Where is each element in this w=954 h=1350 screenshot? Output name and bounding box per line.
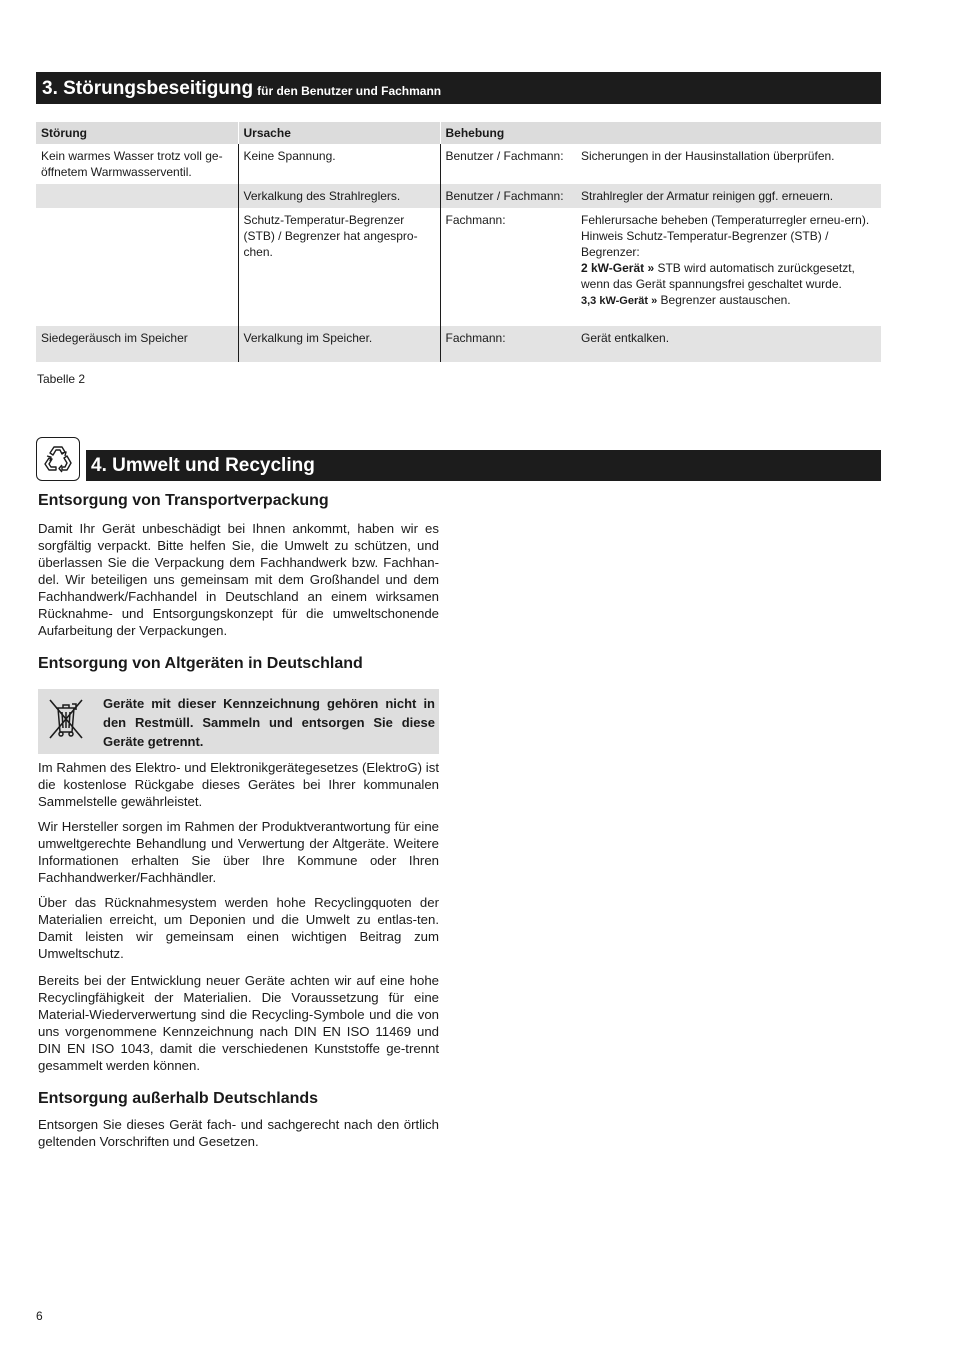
table-header-row bbox=[36, 122, 881, 144]
paragraph-produktverantwortung: Wir Hersteller sorgen im Rahmen der Produktverantwortung für eine umweltgerechte Behandlung und Verwertung der Altgeräte. Weitere Informationen erhalten Sie über Ihre Kommune oder Ihren Fachhandwerker/Fachhändler. bbox=[38, 819, 439, 885]
header-stoerung: Störung bbox=[36, 122, 238, 144]
paragraph-recyclingfaehigkeit: Bereits bei der Entwicklung neuer Geräte achten wir auf eine hohe Recyclingfähigkeit der Materialien. Die Voraussetzung für eine Material-Wiederverwertung sind die Recycling-Symbole und die von uns vorgenommene Kennzeichnung nach DIN EN ISO 11469 und DIN EN ISO 1043, damit die verschiedenen Kunststoffe ge-trennt gesammelt werden können. bbox=[38, 973, 439, 1073]
table-row bbox=[36, 326, 881, 362]
heading-ausland: Entsorgung außerhalb Deutschlands bbox=[38, 1090, 319, 1107]
table-row bbox=[36, 144, 881, 184]
cell-stoerung: Siedegeräusch im Speicher bbox=[36, 326, 238, 362]
paragraph-ruecknahmesystem: Über das Rücknahmesystem werden hohe Recyclingquoten der Materialien erreicht, um Deponien und die Umwelt zu entlas-ten. Damit leisten wir gemeinsam einen wichtigen Beitrag zum Umweltschutz. bbox=[38, 895, 439, 961]
cell-ursache: Keine Spannung. bbox=[238, 144, 440, 184]
behebung-line-2: Hinweis Schutz-Temperatur-Begrenzer (STB) / Begrenzer: bbox=[581, 229, 829, 259]
behebung-2kw-text: STB wird automatisch zurückgesetzt, wenn das Gerät spannungsfrei geschaltet wurde. bbox=[581, 261, 855, 291]
paragraph-transport: Damit Ihr Gerät unbeschädigt bei Ihnen ankommt, haben wir es sorgfältig verpackt. Bitte helfen Sie, die Umwelt zu schützen, und überlassen Sie die Verpackung dem Fachhandwerk bzw. Fachhan-del. Wir beteiligen uns gemeinsam mit dem Großhandel und dem Fachhandwerk/Fachhandel in Deutschland an einem wirksamen Rücknahme- und Entsorgungskonzept für die umweltschonende Aufarbeitung der Verpackungen. bbox=[38, 521, 439, 638]
paragraph-ausland: Entsorgen Sie dieses Gerät fach- und sachgerecht nach den örtlich geltenden Vorschriften und Gesetzen. bbox=[38, 1117, 439, 1149]
section-3-title: 3. Störungsbeseitigung bbox=[42, 78, 254, 99]
cell-wer: Fachmann: bbox=[440, 326, 576, 362]
cell-ursache: Verkalkung des Strahlreglers. bbox=[238, 184, 440, 208]
disposal-notice-text: Geräte mit dieser Kennzeichnung gehören nicht in den Restmüll. Sammeln und entsorgen Sie diese Geräte getrennt. bbox=[103, 696, 435, 749]
header-ursache: Ursache bbox=[238, 122, 440, 144]
table-caption: Tabelle 2 bbox=[37, 372, 86, 386]
troubleshooting-table bbox=[36, 122, 881, 362]
header-behebung: Behebung bbox=[440, 122, 881, 144]
recycle-icon bbox=[36, 437, 80, 481]
heading-altgeraete: Entsorgung von Altgeräten in Deutschland bbox=[38, 655, 363, 672]
cell-behebung: Gerät entkalken. bbox=[576, 326, 881, 362]
cell-wer: Benutzer / Fachmann: bbox=[440, 184, 576, 208]
cell-stoerung bbox=[36, 208, 238, 326]
heading-transport: Entsorgung von Transportverpackung bbox=[38, 492, 329, 509]
cell-behebung bbox=[576, 208, 881, 326]
section-3-header bbox=[36, 72, 881, 104]
cell-ursache: Schutz-Temperatur-Begrenzer (STB) / Begrenzer hat angespro-chen. bbox=[238, 208, 440, 326]
cell-wer: Fachmann: bbox=[445, 213, 506, 227]
cell-wer: Benutzer / Fachmann: bbox=[445, 149, 564, 163]
crossed-out-bin-icon bbox=[44, 694, 88, 747]
cell-stoerung bbox=[36, 184, 238, 208]
page-number: 6 bbox=[36, 1309, 43, 1323]
table-row bbox=[36, 184, 881, 208]
cell-ursache: Verkalkung im Speicher. bbox=[238, 326, 440, 362]
behebung-33kw bbox=[581, 292, 876, 309]
behebung-33kw-text: Begrenzer austauschen. bbox=[660, 293, 791, 307]
disposal-notice bbox=[38, 689, 439, 754]
behebung-line-1: Fehlerursache beheben (Temperaturregler erneu-ern). bbox=[581, 213, 870, 227]
cell-stoerung: Kein warmes Wasser trotz voll ge-öffnetem Warmwasserventil. bbox=[36, 144, 238, 184]
table-row bbox=[36, 208, 881, 326]
paragraph-elektrog: Im Rahmen des Elektro- und Elektronikgerätegesetzes (ElektroG) ist die kostenlose Rückgabe dieses Gerätes bei Ihrer kommunalen Sammelstelle gewährleistet. bbox=[38, 760, 439, 809]
behebung-2kw-label: 2 kW-Gerät » bbox=[581, 261, 655, 275]
cell-behebung: Sicherungen in der Hausinstallation überprüfen. bbox=[581, 149, 835, 163]
behebung-2kw bbox=[581, 260, 876, 292]
cell-behebung: Strahlregler der Armatur reinigen ggf. erneuern. bbox=[576, 184, 881, 208]
section-4-title: 4. Umwelt und Recycling bbox=[86, 450, 881, 481]
behebung-33kw-label: 3,3 kW-Gerät » bbox=[581, 295, 658, 307]
section-3-subtitle: für den Benutzer und Fachmann bbox=[257, 84, 442, 98]
